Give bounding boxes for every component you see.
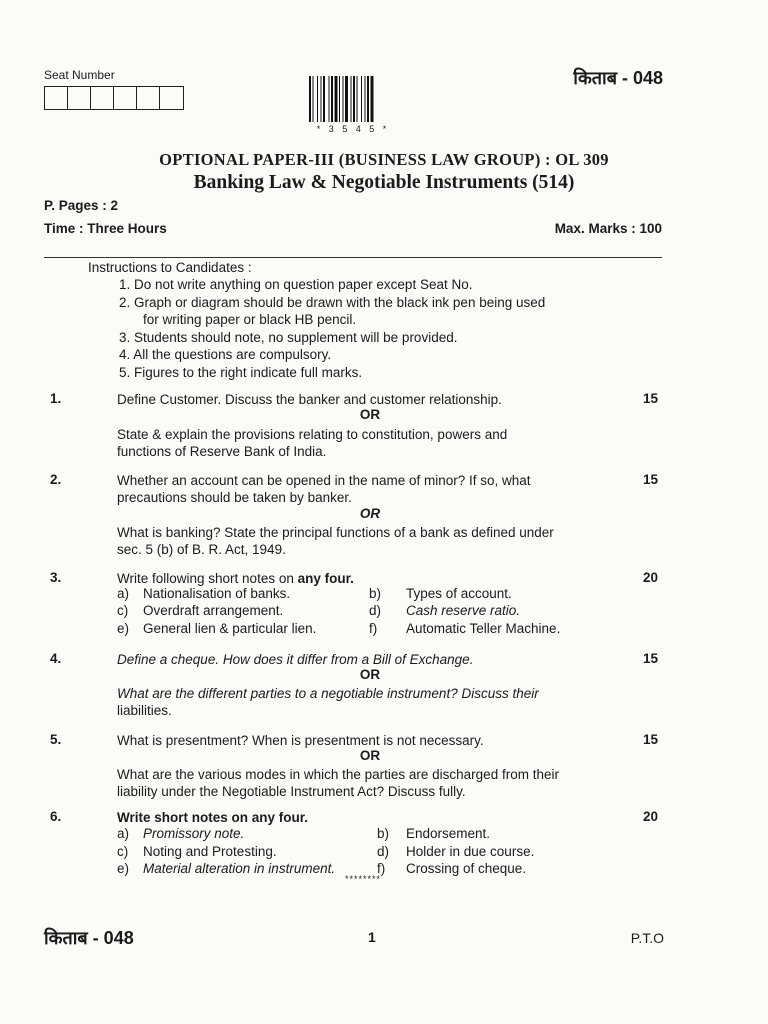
option-item bbox=[117, 603, 283, 618]
page-count: P. Pages : 2 bbox=[44, 198, 119, 213]
option-item bbox=[377, 844, 534, 859]
footer-pto: P.T.O bbox=[630, 930, 664, 946]
barcode-bar bbox=[335, 76, 338, 122]
option-item bbox=[117, 844, 277, 859]
question-text: precautions should be taken by banker. bbox=[117, 490, 352, 505]
option-letter: e) bbox=[117, 621, 130, 636]
option-letter: f) bbox=[369, 621, 378, 636]
option-item bbox=[117, 861, 335, 876]
or-separator: OR bbox=[359, 748, 381, 763]
barcode-bar bbox=[371, 76, 374, 122]
seat-box bbox=[91, 87, 114, 109]
option-text: Endorsement. bbox=[406, 826, 491, 841]
instruction-item: 2. Graph or diagram should be drawn with the black ink pen being used bbox=[119, 295, 546, 310]
book-code-top: किताब - 048 bbox=[573, 68, 663, 88]
barcode-bar bbox=[323, 76, 325, 122]
option-letter: d) bbox=[377, 844, 390, 859]
question-number: 3. bbox=[50, 570, 62, 585]
footer-page-number: 1 bbox=[368, 929, 376, 945]
question-number: 6. bbox=[50, 809, 62, 824]
option-letter: e) bbox=[117, 861, 130, 876]
question-lead: Write following short notes on bbox=[117, 571, 294, 586]
question-marks: 15 bbox=[642, 391, 658, 406]
barcode-bar bbox=[339, 76, 340, 122]
question-number: 2. bbox=[50, 472, 62, 487]
option-letter: a) bbox=[117, 586, 130, 601]
option-text: Nationalisation of banks. bbox=[143, 586, 291, 601]
barcode-bar bbox=[329, 76, 330, 122]
instruction-item: 1. Do not write anything on question paper except Seat No. bbox=[119, 277, 473, 292]
question-marks: 15 bbox=[642, 732, 658, 747]
option-item bbox=[377, 861, 526, 876]
paper-title: OPTIONAL PAPER-III (BUSINESS LAW GROUP) : OL 309 bbox=[159, 150, 609, 169]
header-divider bbox=[44, 257, 662, 258]
option-text: Promissory note. bbox=[143, 826, 245, 841]
instruction-item: for writing paper or black HB pencil. bbox=[143, 312, 357, 327]
question-text: State & explain the provisions relating to constitution, powers and bbox=[117, 427, 508, 442]
barcode-bar bbox=[357, 76, 358, 122]
or-separator: OR bbox=[359, 407, 381, 422]
question-text: Define Customer. Discuss the banker and customer relationship. bbox=[117, 392, 502, 407]
barcode-bar bbox=[317, 76, 318, 122]
question-text: liabilities. bbox=[117, 703, 172, 718]
exam-time: Time : Three Hours bbox=[44, 221, 167, 236]
option-text: Crossing of cheque. bbox=[406, 861, 527, 876]
option-item bbox=[377, 826, 490, 841]
question-number: 1. bbox=[50, 391, 62, 406]
seat-number-boxes bbox=[44, 86, 184, 110]
option-text: Material alteration in instrument. bbox=[143, 861, 336, 876]
question-text: functions of Reserve Bank of India. bbox=[117, 444, 327, 459]
question-text: What are the various modes in which the parties are discharged from their bbox=[117, 767, 559, 782]
end-marker: ******** bbox=[345, 874, 382, 884]
question-text: Define a cheque. How does it differ from a Bill of Exchange. bbox=[117, 652, 474, 667]
question-number: 5. bbox=[50, 732, 62, 747]
question-text: liability under the Negotiable Instrument Act? Discuss fully. bbox=[117, 784, 466, 799]
question-text bbox=[117, 809, 627, 826]
option-letter: c) bbox=[117, 603, 129, 618]
barcode-bar bbox=[351, 76, 352, 122]
question-marks: 15 bbox=[642, 472, 658, 487]
option-item bbox=[369, 586, 512, 601]
option-text: Overdraft arrangement. bbox=[143, 603, 284, 618]
max-marks: Max. Marks : 100 bbox=[554, 221, 662, 236]
option-item bbox=[117, 621, 316, 636]
question-lead: Write short notes on bbox=[117, 810, 249, 825]
option-text: General lien & particular lien. bbox=[143, 621, 317, 636]
option-item bbox=[117, 826, 244, 841]
question-number: 4. bbox=[50, 651, 62, 666]
option-letter: d) bbox=[369, 603, 382, 618]
barcode-bar bbox=[331, 76, 333, 122]
option-text: Types of account. bbox=[406, 586, 512, 601]
seat-box bbox=[45, 87, 68, 109]
question-marks: 15 bbox=[642, 651, 658, 666]
barcode-bar bbox=[313, 76, 314, 122]
barcode-bar bbox=[345, 76, 348, 122]
question-text: What is presentment? When is presentment is not necessary. bbox=[117, 733, 484, 748]
question-text: Whether an account can be opened in the name of minor? If so, what bbox=[117, 473, 531, 488]
seat-number-label: Seat Number bbox=[44, 68, 115, 82]
barcode bbox=[307, 76, 399, 124]
option-letter: c) bbox=[117, 844, 129, 859]
instruction-item: 5. Figures to the right indicate full marks. bbox=[119, 365, 363, 380]
question-text: What is banking? State the principal functions of a bank as defined under bbox=[117, 525, 554, 540]
barcode-bar bbox=[343, 76, 344, 122]
subject-title: Banking Law & Negotiable Instruments (514) bbox=[193, 172, 575, 193]
option-text: Holder in due course. bbox=[406, 844, 535, 859]
option-text: Noting and Protesting. bbox=[143, 844, 277, 859]
barcode-bar bbox=[365, 76, 366, 122]
footer-book-code: किताब - 048 bbox=[44, 928, 134, 948]
barcode-bar bbox=[321, 76, 322, 122]
question-lead-bold: any four. bbox=[251, 810, 309, 825]
seat-box bbox=[114, 87, 137, 109]
option-item bbox=[369, 603, 520, 618]
question-marks: 20 bbox=[642, 570, 658, 585]
option-text: Cash reserve ratio. bbox=[406, 603, 521, 618]
question-text bbox=[117, 570, 627, 587]
instruction-item: 4. All the questions are compulsory. bbox=[119, 347, 332, 362]
question-marks: 20 bbox=[642, 809, 658, 824]
seat-box bbox=[160, 87, 183, 109]
barcode-number: * 3 5 4 5 * bbox=[316, 124, 390, 134]
question-text: What are the different parties to a negotiable instrument? Discuss their bbox=[117, 686, 539, 701]
seat-box bbox=[137, 87, 160, 109]
barcode-bar bbox=[353, 76, 355, 122]
option-letter: b) bbox=[369, 586, 382, 601]
barcode-bar bbox=[309, 76, 311, 122]
seat-box bbox=[68, 87, 91, 109]
barcode-bar bbox=[361, 76, 362, 122]
option-letter: b) bbox=[377, 826, 390, 841]
question-text: sec. 5 (b) of B. R. Act, 1949. bbox=[117, 542, 286, 557]
option-text: Automatic Teller Machine. bbox=[406, 621, 561, 636]
or-separator: OR bbox=[359, 667, 381, 682]
instructions-title: Instructions to Candidates : bbox=[88, 260, 252, 275]
question-lead-bold: any four. bbox=[297, 571, 354, 586]
option-letter: f) bbox=[377, 861, 386, 876]
option-letter: a) bbox=[117, 826, 130, 841]
instruction-item: 3. Students should note, no supplement will be provided. bbox=[119, 330, 458, 345]
or-separator: OR bbox=[359, 506, 381, 521]
option-item bbox=[117, 586, 290, 601]
barcode-bar bbox=[367, 76, 369, 122]
option-item bbox=[369, 621, 560, 636]
